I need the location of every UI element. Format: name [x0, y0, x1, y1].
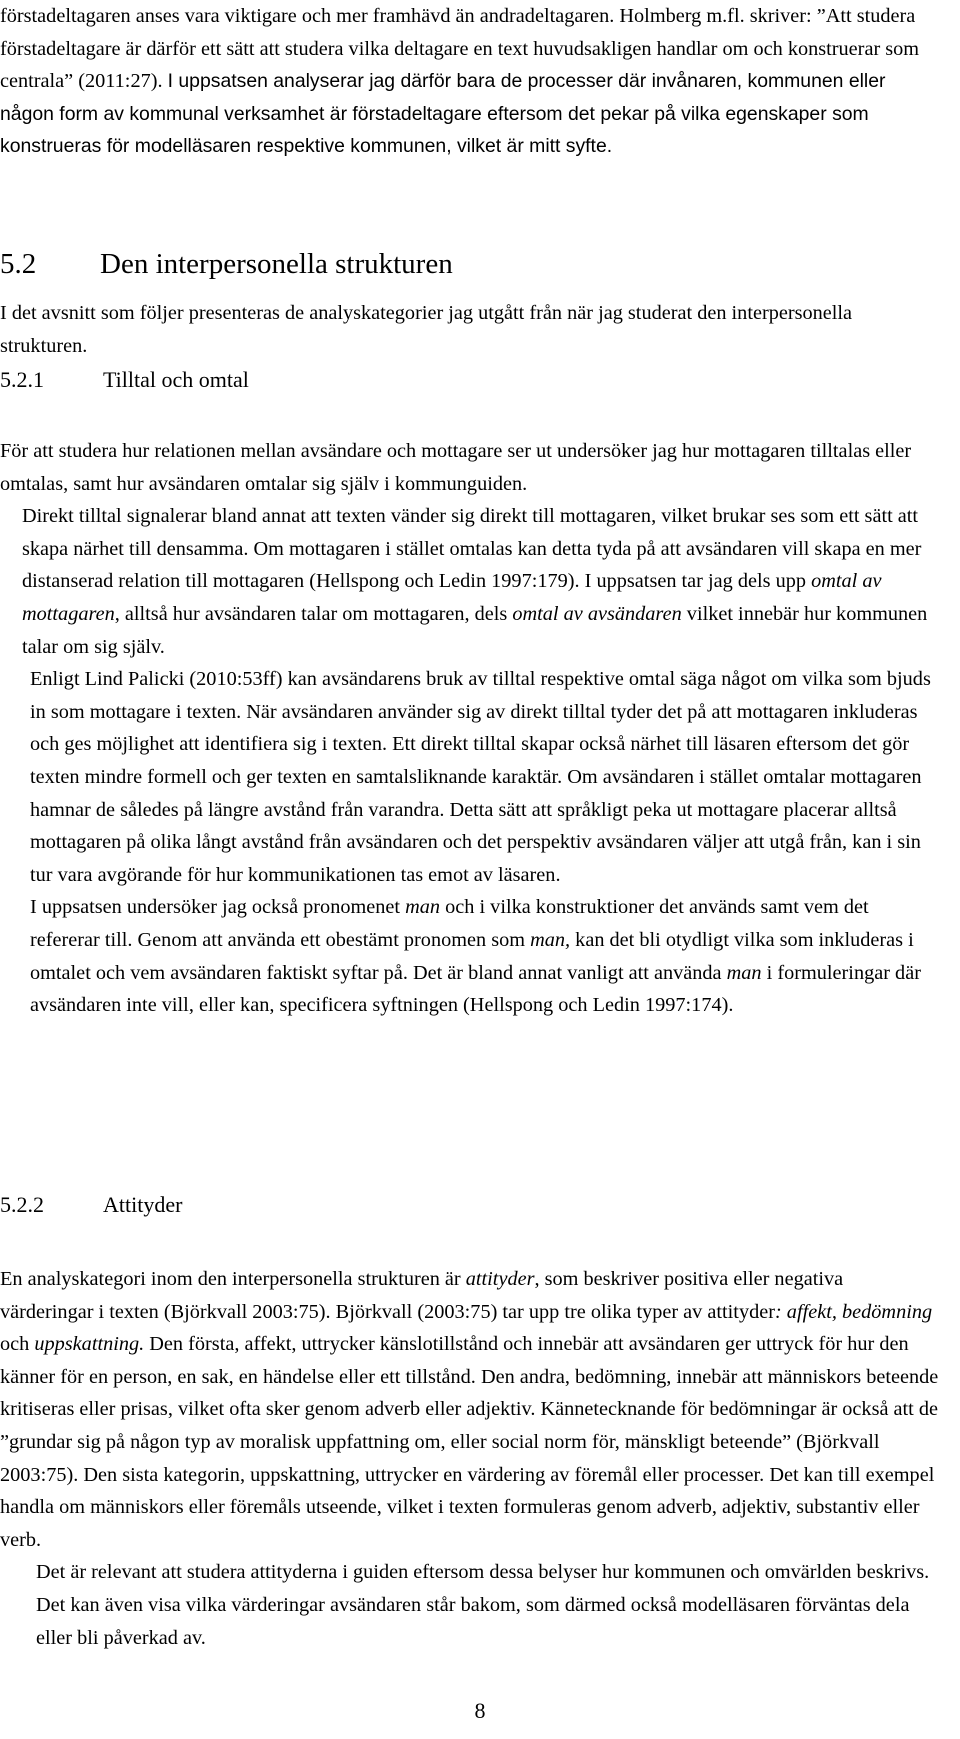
text-run: vilket innebär hur kommunen talar om sig själv. — [22, 602, 928, 658]
subsection-5-2-1-body — [0, 435, 940, 1022]
paragraph: Det är relevant att studera attityderna i guiden eftersom dessa belyser hur kommunen och omvärlden beskrivs. Det kan även visa vilka värderingar avsändaren står bakom, som därmed också modelläsaren förväntas dela eller bli påverkad av. — [36, 1561, 930, 1649]
intro-paragraph — [0, 0, 940, 163]
emphasis: man, — [530, 928, 571, 951]
paragraph: Enligt Lind Palicki (2010:53ff) kan avsändarens bruk av tilltal respektive omtal säga något om vilka som bjuds in som mottagare i texten. När avsändaren använder sig av direkt tilltal tyder det på att mottagaren inkluderas och ges möjlighet att identifiera sig i texten. Ett direkt tilltal skapar också närhet till läsaren eftersom det gör texten mindre formell och ger texten en samtalsliknande karaktär. Om avsändaren i stället omtalar mottagaren hamnar de således på längre avstånd från varandra. Detta sätt att språkligt peka ut mottagare placerar alltså mottagaren på olika långt avstånd från avsändaren och det perspektiv avsändaren väljer att utgå från, kan i sin tur vara avgörande för hur kommunikationen tas emot av läsaren. — [30, 668, 931, 886]
text-run: En analyskategori inom den interpersonella strukturen är — [0, 1268, 466, 1290]
text-run: Direkt tilltal signalerar bland annat att texten vänder sig direkt till mottagaren, vilket brukar ses som ett sätt att skapa närhet till densamma. Om mottagaren i stället omtalas kan detta tyda på att avsändaren vill skapa en mer distanserad relation till mottagaren (Hellspong och Ledin 1997:179). I uppsatsen tar jag dels upp — [22, 505, 922, 593]
emphasis: omtal av avsändaren — [512, 602, 682, 625]
text-run: och i vilka konstruktioner det används samt vem det refererar till. Genom att använda ett obestämt pronomen som — [30, 896, 869, 951]
page-number: 8 — [474, 1698, 486, 1723]
paragraph — [0, 891, 940, 1021]
intro-sentence-1: förstadeltagaren anses vara viktigare och mer framhävd än andradeltagaren. Holmberg m.fl. skriver: ”Att studera förstadeltagare är därför ett sätt att studera vilka deltagare en text huvudsakligen handlar om och konstruerar som centrala” (2011:27). — [0, 5, 920, 93]
text-run: , alltså hur avsändaren talar om mottagaren, dels — [114, 602, 513, 625]
text-run: kan det bli otydligt vilka som inkluderas i omtalet och vem avsändaren faktiskt syftar på. Det är bland annat vanligt att använda — [30, 928, 914, 984]
subsection-title: Tilltal och omtal — [103, 367, 249, 392]
emphasis: man — [726, 961, 762, 984]
text-run: I uppsatsen undersöker jag också pronomenet — [30, 896, 406, 919]
paragraph: För att studera hur relationen mellan avsändare och mottagare ser ut undersöker jag hur mottagaren tilltalas eller omtalas, samt hur avsändaren omtalar sig själv i kommunguiden. — [0, 440, 912, 495]
text-run: i formuleringar där avsändaren inte vill, eller kan, specificera syftningen (Hellspong och Ledin 1997:174). — [30, 961, 921, 1017]
subsection-number: 5.2.1 — [0, 367, 44, 392]
emphasis: : affekt, bedömning — [774, 1300, 933, 1323]
section-heading-5-2 — [0, 246, 453, 282]
emphasis: omtal av mottagaren — [22, 570, 882, 625]
subsection-5-2-2-body — [0, 1263, 940, 1654]
subsection-number: 5.2.2 — [0, 1192, 44, 1217]
text-run: , som beskriver positiva eller negativa värderingar i texten (Björkvall 2003:75). Björkvall (2003:75) tar upp tre olika typer av attityder — [0, 1268, 844, 1323]
emphasis: man — [405, 896, 441, 919]
section-title: Den interpersonella strukturen — [100, 248, 453, 280]
subsection-heading-5-2-1 — [0, 365, 249, 395]
intro-sentence-2: I uppsatsen analyserar jag därför bara de processer där invånaren, kommunen eller någon form av kommunal verksamhet är förstadeltagare eftersom det pekar på vilka egenskaper som konstrueras för modelläsaren respektive kommunen, vilket är mitt syfte. — [0, 70, 886, 158]
text-run: och — [0, 1333, 35, 1356]
emphasis: uppskattning. — [34, 1333, 145, 1356]
subsection-title: Attityder — [103, 1192, 183, 1217]
paragraph — [0, 1263, 940, 1556]
paragraph — [0, 500, 940, 663]
section-number: 5.2 — [0, 248, 37, 280]
subsection-heading-5-2-2 — [0, 1190, 182, 1220]
section-5-2-paragraph: I det avsnitt som följer presenteras de analyskategorier jag utgått från när jag studerat den interpersonella strukturen. — [0, 302, 853, 357]
text-run: Den första, affekt, uttrycker känslotillstånd och innebär att avsändaren ger uttryck för hur den känner för en person, en sak, en händelse eller ett tillstånd. Den andra, bedömning, innebär att människors beteende kritiseras eller prisas, vilket ofta sker genom adverb eller adjektiv. Kännetecknande för bedömningar är också att de ”grundar sig på någon typ av moralisk uppfattning om, eller social norm för, mänskligt beteende” (Björkvall 2003:75). Den sista kategorin, uppskattning, uttrycker en värdering av föremål eller processer. Det kan till exempel handla om människors eller föremåls utseende, vilket i texten formuleras genom adverb, adjektiv, substantiv eller verb. — [0, 1333, 939, 1551]
emphasis: attityder — [465, 1268, 535, 1290]
